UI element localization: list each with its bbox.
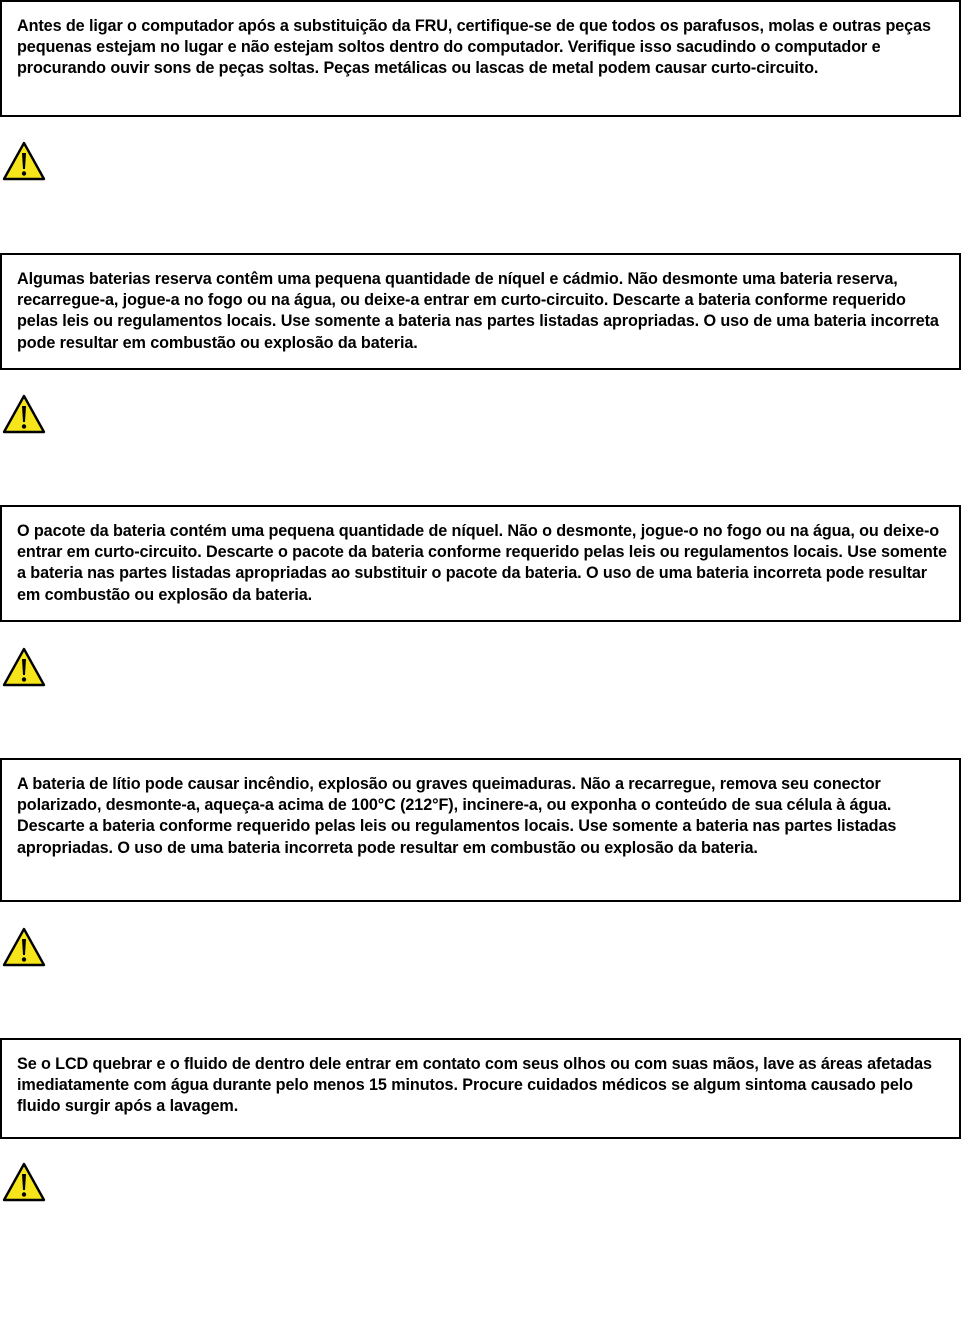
warning-triangle-icon [2,394,46,434]
notice-box [0,0,961,117]
notice-text: O pacote da bateria contém uma pequena quantidade de níquel. Não o desmonte, jogue-o no fogo ou na água, ou deixe-o entrar em curto-circuito. Descarte o pacote da bateria conforme requerido pelas leis ou regulamentos locais. Use somente a bateria nas partes listadas apropriadas ao substituir o pacote da bateria. O uso de uma bateria incorreta pode resultar em combustão ou explosão da bateria. [17,522,947,604]
warning-triangle-icon [2,647,46,687]
notice-box [0,758,961,902]
notice-box [0,505,961,622]
notice-box [0,1038,961,1139]
warning-triangle-icon [2,1162,46,1202]
warning-triangle-icon [2,927,46,967]
warning-triangle-icon [2,141,46,181]
notice-text: Se o LCD quebrar e o fluido de dentro dele entrar em contato com seus olhos ou com suas mãos, lave as áreas afetadas imediatamente com água durante pelo menos 15 minutos. Procure cuidados médicos se algum sintoma causado pelo fluido surgir após a lavagem. [17,1055,932,1116]
notice-text: Algumas baterias reserva contêm uma pequena quantidade de níquel e cádmio. Não desmonte uma bateria reserva, recarregue-a, jogue-a no fogo ou na água, ou deixe-a entrar em curto-circuito. Descarte a bateria conforme requerido pelas leis ou regulamentos locais. Use somente a bateria nas partes listadas apropriadas. O uso de uma bateria incorreta pode resultar em combustão ou explosão da bateria. [17,270,939,352]
notice-box [0,253,961,370]
notice-text: A bateria de lítio pode causar incêndio, explosão ou graves queimaduras. Não a recarregue, remova seu conector polarizado, desmonte-a, aqueça-a acima de 100°C (212°F), incinere-a, ou exponha o conteúdo de sua célula à água. Descarte a bateria conforme requerido pelas leis ou regulamentos locais. Use somente a bateria nas partes listadas apropriadas. O uso de uma bateria incorreta pode resultar em combustão ou explosão da bateria. [17,775,897,857]
notice-text: Antes de ligar o computador após a substituição da FRU, certifique-se de que todos os parafusos, molas e outras peças pequenas estejam no lugar e não estejam soltos dentro do computador. Verifique isso sacudindo o computador e procurando ouvir sons de peças soltas. Peças metálicas ou lascas de metal podem causar curto-circuito. [17,17,931,78]
